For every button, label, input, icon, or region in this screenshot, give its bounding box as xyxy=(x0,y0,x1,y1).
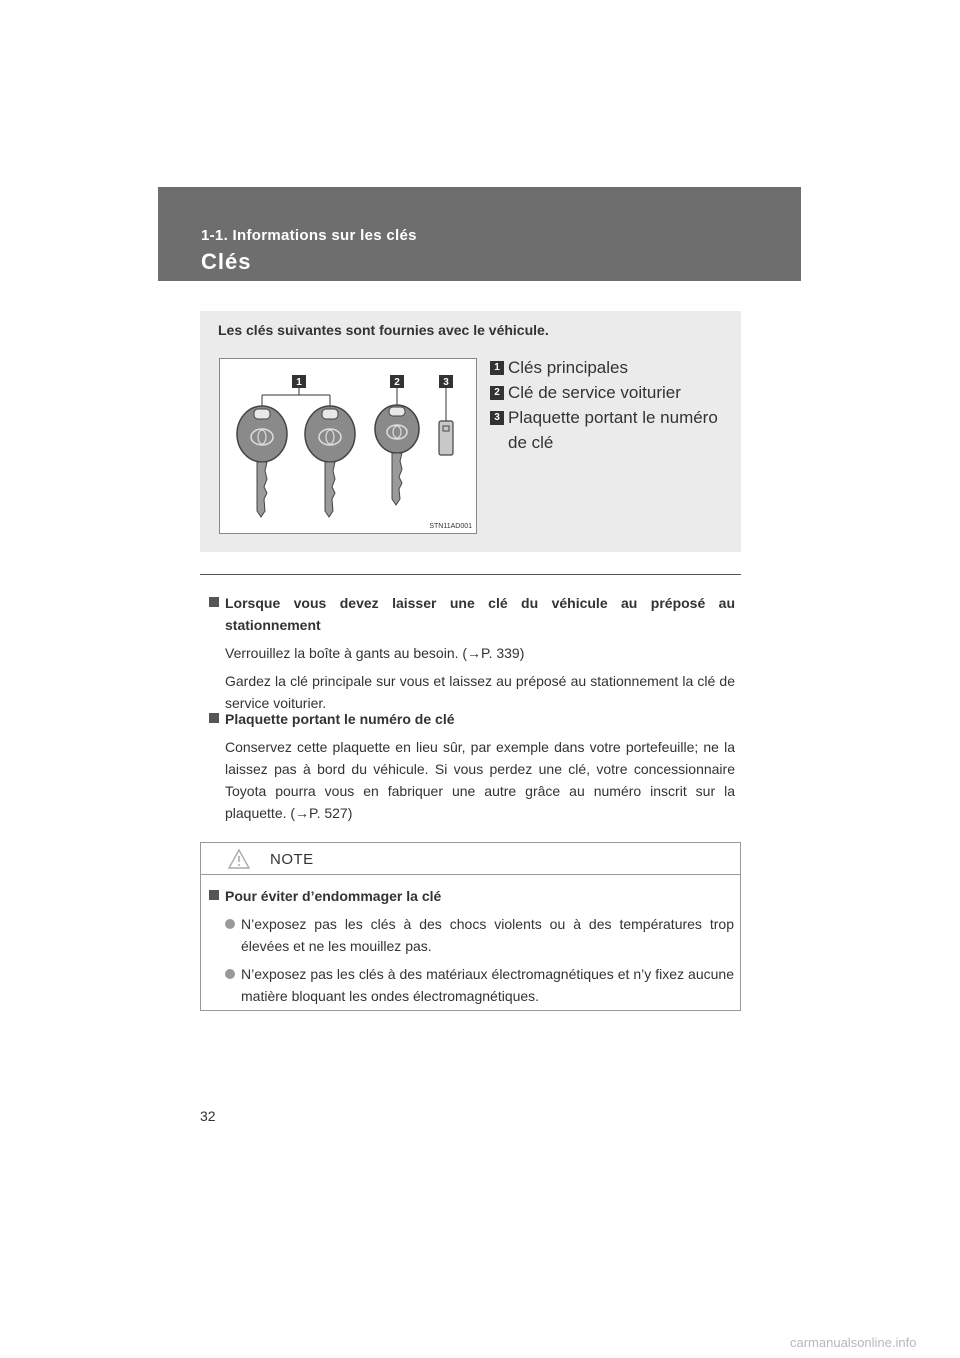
section-divider xyxy=(200,574,741,575)
legend-label: Plaquette portant le numéro de clé xyxy=(508,408,718,452)
section-heading-text: Lorsque vous devez laisser une clé du véhicule au préposé au stationnement xyxy=(225,595,735,633)
callout-num-1: 1 xyxy=(296,377,302,388)
square-bullet-icon xyxy=(209,597,219,607)
section-heading xyxy=(209,708,735,730)
legend-number-2: 2 xyxy=(490,386,504,400)
keys-drawing xyxy=(220,359,476,533)
keys-illustration xyxy=(219,358,477,534)
note-content xyxy=(209,885,734,1007)
circle-bullet-icon xyxy=(225,969,235,979)
note-heading-text: Pour éviter d’endommager la clé xyxy=(225,888,442,904)
bullet-text: N’exposez pas les clés à des chocs violents ou à des températures trop élevées et ne les mouillez pas. xyxy=(241,916,734,954)
circle-bullet-icon xyxy=(225,919,235,929)
section-valet xyxy=(209,592,735,714)
paragraph: Verrouillez la boîte à gants au besoin. (→P. 339) xyxy=(225,645,525,661)
callout-num-3: 3 xyxy=(443,377,449,388)
main-key-2 xyxy=(305,406,355,517)
valet-key xyxy=(375,405,419,505)
legend-item-valet-key xyxy=(490,380,723,405)
square-bullet-icon xyxy=(209,890,219,900)
square-bullet-icon xyxy=(209,713,219,723)
note-box xyxy=(200,842,741,1011)
legend-label: Clé de service voiturier xyxy=(508,383,681,402)
figure-code: STN11AD001 xyxy=(429,523,472,530)
legend-number-1: 1 xyxy=(490,361,504,375)
section-subtitle: 1-1. Informations sur les clés xyxy=(201,227,417,244)
legend-number-3: 3 xyxy=(490,411,504,425)
key-number-plate xyxy=(439,421,453,455)
page-number: 32 xyxy=(200,1108,216,1124)
leader-lines xyxy=(262,388,446,421)
note-bullet xyxy=(209,963,734,1007)
note-heading xyxy=(209,885,734,907)
section-number-plate xyxy=(209,708,735,824)
legend-item-main-keys xyxy=(490,355,723,380)
intro-box xyxy=(200,311,741,552)
section-heading-text: Plaquette portant le numéro de clé xyxy=(225,711,455,727)
legend-label: Clés principales xyxy=(508,358,628,377)
key-legend xyxy=(490,355,723,455)
note-bullet xyxy=(209,913,734,957)
note-title: NOTE xyxy=(270,851,314,868)
intro-text: Les clés suivantes sont fournies avec le véhicule. xyxy=(218,322,549,338)
section-heading xyxy=(209,592,735,636)
paragraph: Conservez cette plaquette en lieu sûr, par exemple dans votre portefeuille; ne la laissez pas à bord du véhicule. Si vous perdez une clé, votre concessionnaire Toyota pourra vous en fabriquer une autre grâce au numéro inscrit sur la plaquette. (→P. 527) xyxy=(225,739,735,821)
callout-num-2: 2 xyxy=(394,377,400,388)
legend-item-number-plate xyxy=(490,405,723,455)
watermark: carmanualsonline.info xyxy=(790,1335,917,1350)
paragraph: Gardez la clé principale sur vous et laissez au préposé au stationnement la clé de service voiturier. xyxy=(225,673,735,711)
warning-triangle-icon xyxy=(227,848,251,870)
note-header xyxy=(201,843,740,875)
bullet-text: N’exposez pas les clés à des matériaux électromagnétiques et n’y fixez aucune matière bloquant les ondes électromagnétiques. xyxy=(241,966,734,1004)
page-title: Clés xyxy=(201,249,252,274)
main-key-1 xyxy=(237,406,287,517)
page-header xyxy=(158,187,801,281)
